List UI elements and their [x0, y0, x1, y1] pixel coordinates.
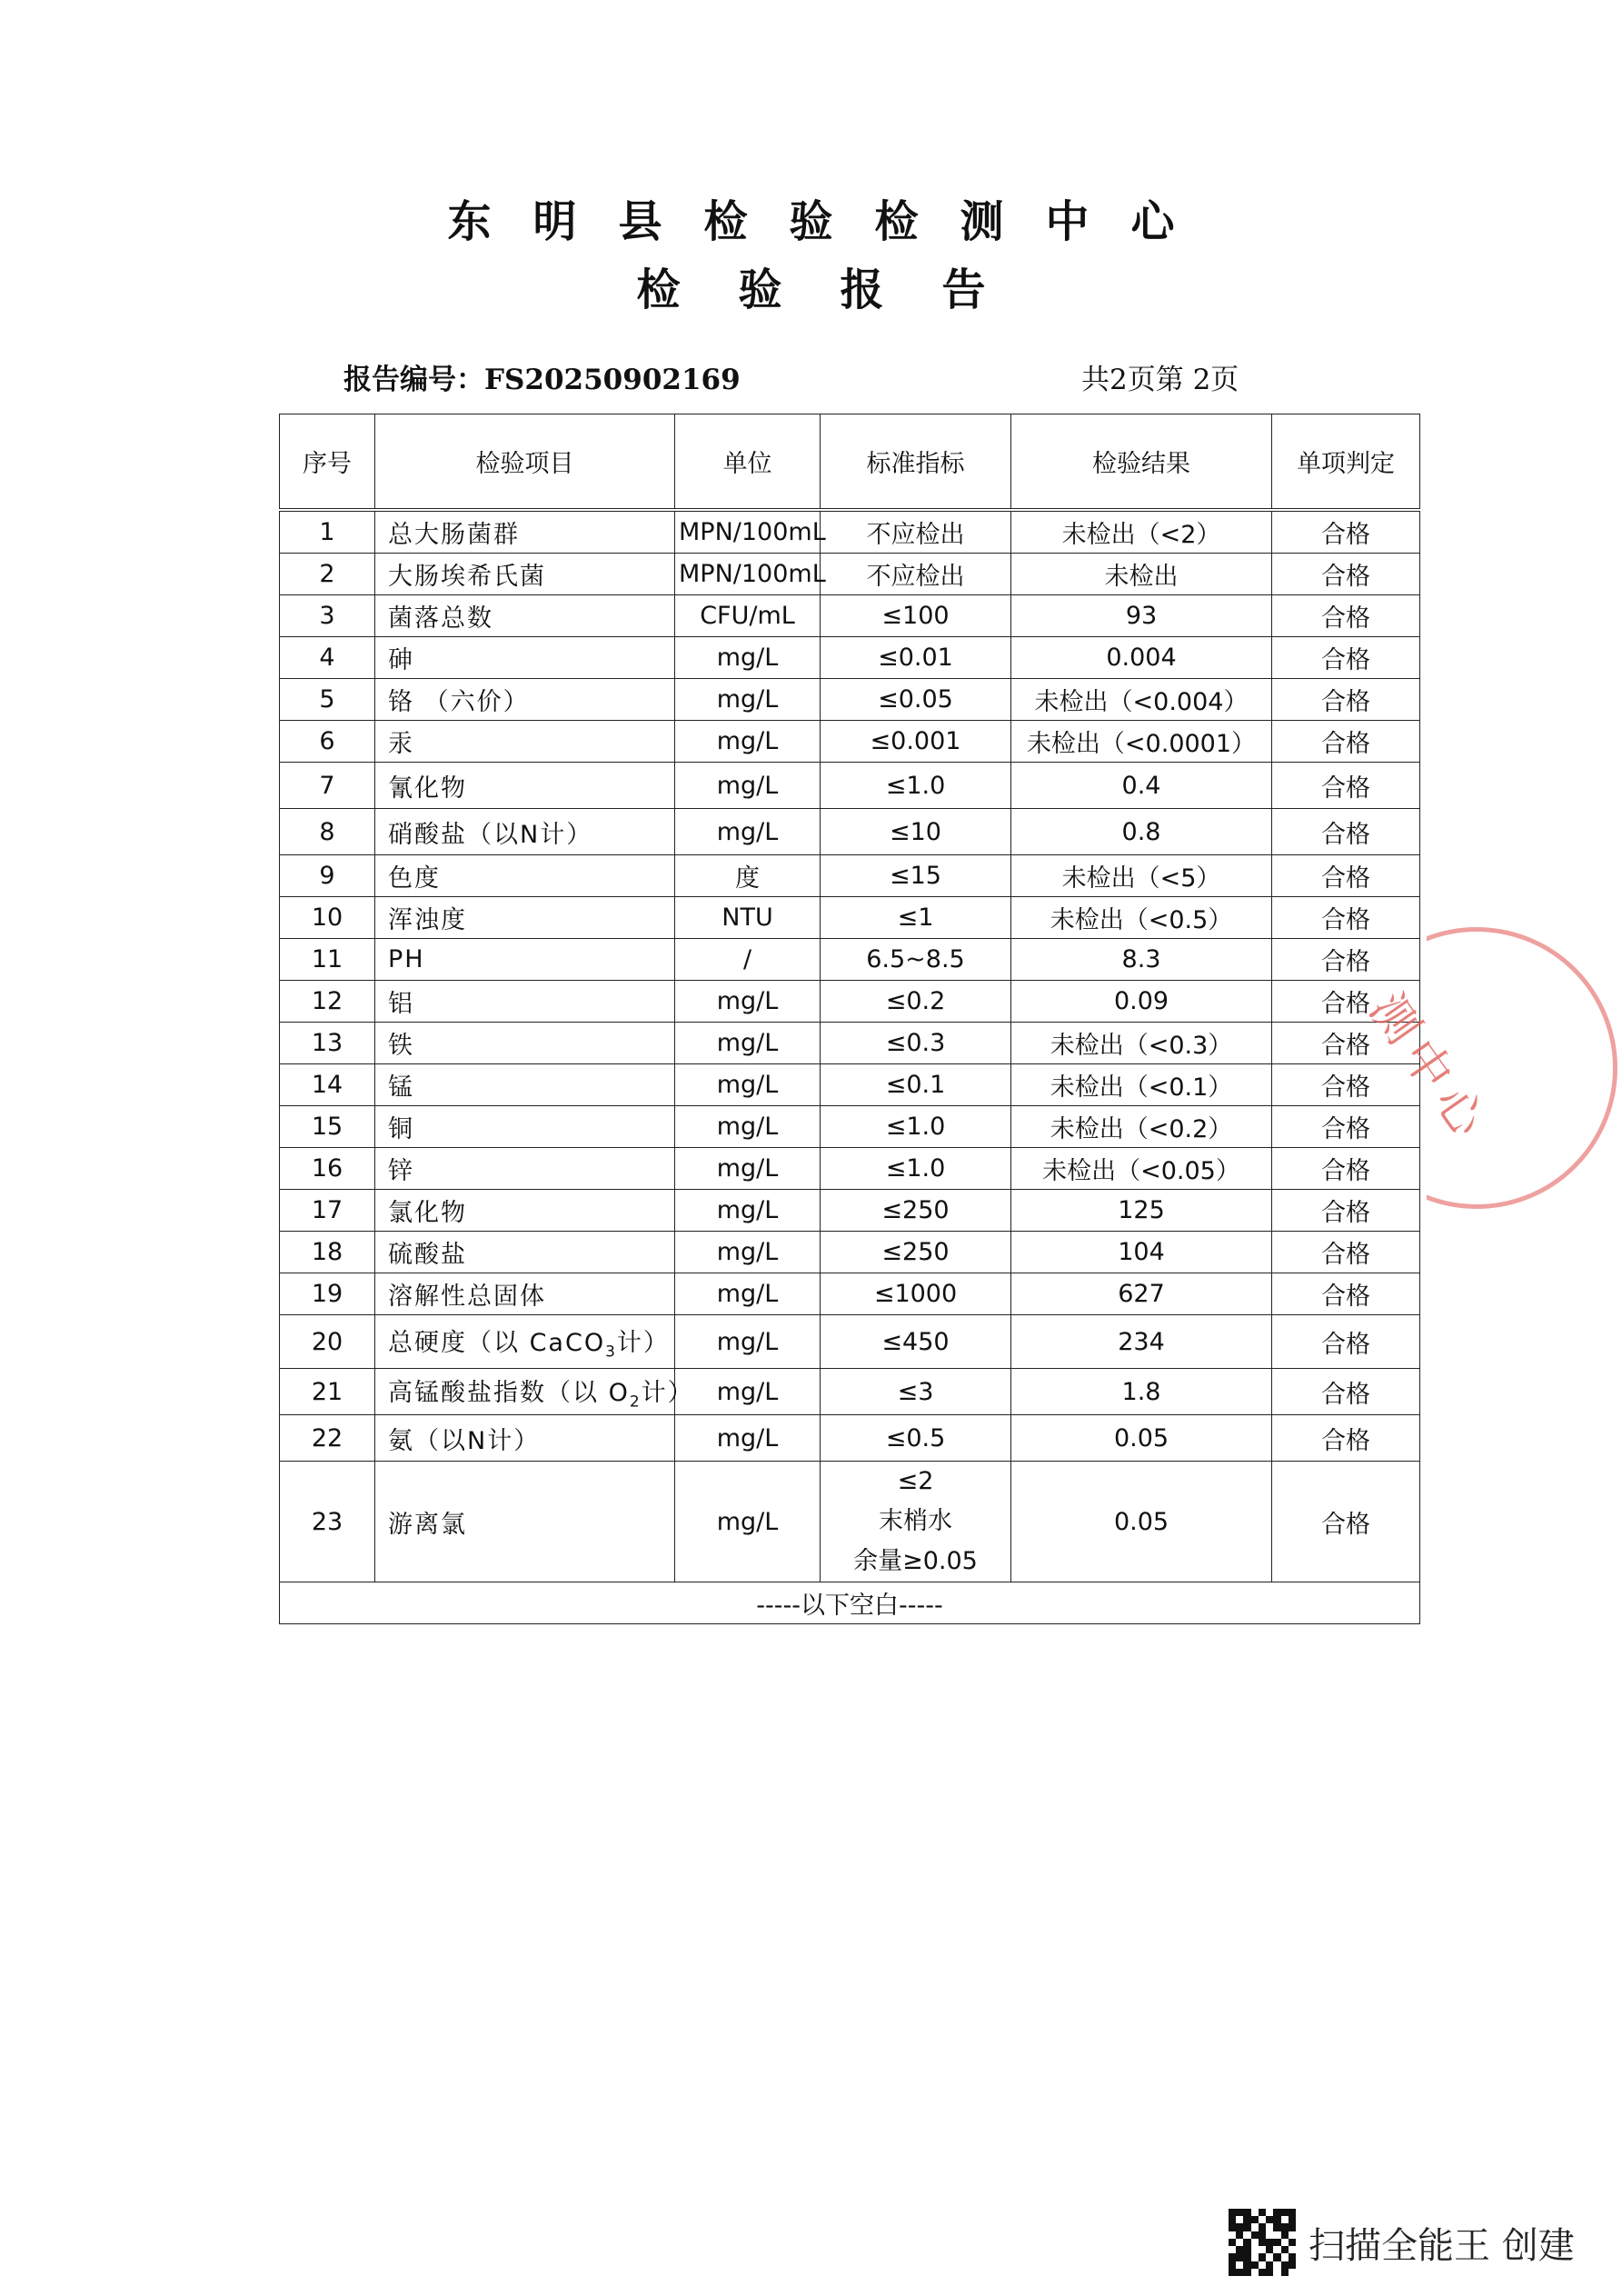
judgment: 合格	[1272, 595, 1420, 637]
standard-value: ≤0.3	[821, 1023, 1011, 1064]
unit: mg/L	[675, 637, 821, 679]
row-number: 14	[280, 1064, 375, 1106]
judgment: 合格	[1272, 1023, 1420, 1064]
item-name	[375, 1315, 675, 1369]
standard-value: ≤0.05	[821, 679, 1011, 721]
judgment: 合格	[1272, 809, 1420, 855]
row-number: 18	[280, 1232, 375, 1273]
row-number: 19	[280, 1273, 375, 1315]
table-footer-row	[280, 1582, 1420, 1624]
standard-value: ≤1.0	[821, 1106, 1011, 1148]
result-value: 234	[1011, 1315, 1272, 1369]
table-row	[280, 554, 1420, 595]
result-value: 0.05	[1011, 1462, 1272, 1582]
judgment: 合格	[1272, 1148, 1420, 1190]
table-row	[280, 809, 1420, 855]
unit: mg/L	[675, 1415, 821, 1462]
qr-code-icon	[1229, 2209, 1296, 2276]
table-row	[280, 1273, 1420, 1315]
judgment: 合格	[1272, 637, 1420, 679]
result-value: 未检出（<0.3）	[1011, 1023, 1272, 1064]
item-name	[375, 1369, 694, 1415]
standard-value: ≤0.01	[821, 637, 1011, 679]
footer-brand-text: 扫描全能王 创建	[1309, 2224, 1575, 2267]
judgment: 合格	[1272, 1315, 1420, 1369]
table-row	[280, 1462, 1420, 1582]
row-number: 5	[280, 679, 375, 721]
row-number: 7	[280, 763, 375, 809]
standard-line: 末梢水	[879, 1507, 952, 1535]
judgment: 合格	[1272, 721, 1420, 763]
table-row	[280, 721, 1420, 763]
result-value: 0.8	[1011, 809, 1272, 855]
judgment: 合格	[1272, 1190, 1420, 1232]
item-name-prefix: 高锰酸盐指数（以 O	[388, 1378, 630, 1407]
item-name: 游离氯	[375, 1462, 675, 1582]
standard-line: ≤2	[897, 1467, 934, 1495]
table-row	[280, 510, 1420, 554]
standard-value	[821, 1462, 1011, 1582]
judgment: 合格	[1272, 554, 1420, 595]
seal-text: 测中心	[1358, 983, 1501, 1154]
standard-line: 余量≥0.05	[853, 1547, 978, 1575]
standard-value: ≤3	[821, 1369, 1011, 1415]
row-number: 10	[280, 897, 375, 939]
row-number: 2	[280, 554, 375, 595]
item-name: 铝	[375, 981, 675, 1023]
standard-value: ≤450	[821, 1315, 1011, 1369]
table-row	[280, 1148, 1420, 1190]
judgment: 合格	[1272, 1273, 1420, 1315]
judgment: 合格	[1272, 1064, 1420, 1106]
judgment: 合格	[1272, 510, 1420, 554]
row-number: 8	[280, 809, 375, 855]
unit: mg/L	[675, 1232, 821, 1273]
standard-value: ≤0.5	[821, 1415, 1011, 1462]
result-value: 未检出（<0.5）	[1011, 897, 1272, 939]
report-title: 检验报告	[636, 265, 1044, 315]
judgment: 合格	[1272, 939, 1420, 981]
standard-value: ≤1	[821, 897, 1011, 939]
col-header-no: 序号	[280, 414, 375, 511]
row-number: 6	[280, 721, 375, 763]
unit: mg/L	[675, 721, 821, 763]
unit: mg/L	[675, 1190, 821, 1232]
standard-value: 不应检出	[821, 510, 1011, 554]
row-number: 9	[280, 855, 375, 897]
col-header-judgment: 单项判定	[1272, 414, 1420, 511]
judgment: 合格	[1272, 1415, 1420, 1462]
standard-value: ≤0.2	[821, 981, 1011, 1023]
unit: mg/L	[675, 763, 821, 809]
standard-value: ≤0.001	[821, 721, 1011, 763]
result-value: 1.8	[1011, 1369, 1272, 1415]
result-value: 未检出（<5）	[1011, 855, 1272, 897]
result-value: 未检出（<0.004）	[1011, 679, 1272, 721]
unit: NTU	[675, 897, 821, 939]
table-row	[280, 595, 1420, 637]
item-name: 砷	[375, 637, 675, 679]
camscanner-watermark	[1229, 2209, 1575, 2276]
table-body	[280, 510, 1420, 1582]
table-row	[280, 637, 1420, 679]
judgment: 合格	[1272, 763, 1420, 809]
unit: mg/L	[675, 1148, 821, 1190]
item-name-prefix: 总硬度（以 CaCO	[388, 1328, 606, 1357]
result-value: 93	[1011, 595, 1272, 637]
result-value: 未检出（<0.1）	[1011, 1064, 1272, 1106]
item-name: 大肠埃希氏菌	[375, 554, 675, 595]
table-row	[280, 1064, 1420, 1106]
judgment: 合格	[1272, 1462, 1420, 1582]
row-number: 13	[280, 1023, 375, 1064]
judgment: 合格	[1272, 679, 1420, 721]
item-name: 汞	[375, 721, 675, 763]
table-row	[280, 897, 1420, 939]
unit: mg/L	[675, 1369, 821, 1415]
standard-value: ≤15	[821, 855, 1011, 897]
report-number: 报告编号：FS20250902169	[343, 364, 741, 396]
table-row	[280, 1023, 1420, 1064]
inspection-table	[279, 414, 1420, 1624]
row-number: 23	[280, 1462, 375, 1582]
unit: mg/L	[675, 981, 821, 1023]
standard-value: 不应检出	[821, 554, 1011, 595]
unit: 度	[675, 855, 821, 897]
result-value: 未检出（<0.2）	[1011, 1106, 1272, 1148]
table-row	[280, 939, 1420, 981]
col-header-result: 检验结果	[1011, 414, 1272, 511]
row-number: 16	[280, 1148, 375, 1190]
result-value: 627	[1011, 1273, 1272, 1315]
unit: CFU/mL	[675, 595, 821, 637]
table-row	[280, 1190, 1420, 1232]
row-number: 11	[280, 939, 375, 981]
item-name: 锌	[375, 1148, 675, 1190]
col-header-unit: 单位	[675, 414, 821, 511]
item-name: 菌落总数	[375, 595, 675, 637]
unit: mg/L	[675, 679, 821, 721]
item-name: PH	[375, 939, 675, 981]
item-name: 铁	[375, 1023, 675, 1064]
standard-value: ≤1.0	[821, 763, 1011, 809]
unit: mg/L	[675, 1064, 821, 1106]
standard-value: ≤1.0	[821, 1148, 1011, 1190]
row-number: 20	[280, 1315, 375, 1369]
unit: mg/L	[675, 1106, 821, 1148]
row-number: 15	[280, 1106, 375, 1148]
result-value: 0.4	[1011, 763, 1272, 809]
row-number: 3	[280, 595, 375, 637]
item-name: 总大肠菌群	[375, 510, 675, 554]
result-value: 8.3	[1011, 939, 1272, 981]
item-name-suffix: 计）	[641, 1378, 694, 1407]
item-name-suffix: 计）	[616, 1328, 670, 1357]
judgment: 合格	[1272, 1369, 1420, 1415]
item-name: 硫酸盐	[375, 1232, 675, 1273]
unit: /	[675, 939, 821, 981]
judgment: 合格	[1272, 855, 1420, 897]
blank-below-note: -----以下空白-----	[280, 1582, 1420, 1624]
item-name: 浑浊度	[375, 897, 675, 939]
table-row	[280, 855, 1420, 897]
item-name: 色度	[375, 855, 675, 897]
col-header-standard: 标准指标	[821, 414, 1011, 511]
row-number: 4	[280, 637, 375, 679]
result-value: 未检出（<0.0001）	[1011, 721, 1272, 763]
item-name: 硝酸盐（以N计）	[375, 809, 675, 855]
table-row	[280, 981, 1420, 1023]
table-row	[280, 1369, 1420, 1415]
item-name: 溶解性总固体	[375, 1273, 675, 1315]
table-header-row	[280, 414, 1420, 511]
item-name: 锰	[375, 1064, 675, 1106]
col-header-item: 检验项目	[375, 414, 675, 511]
table-row	[280, 1106, 1420, 1148]
unit: mg/L	[675, 1315, 821, 1369]
standard-value: ≤1000	[821, 1273, 1011, 1315]
standard-value: 6.5~8.5	[821, 939, 1011, 981]
row-number: 22	[280, 1415, 375, 1462]
item-name: 氨（以N计）	[375, 1415, 675, 1462]
judgment: 合格	[1272, 1106, 1420, 1148]
standard-value: ≤100	[821, 595, 1011, 637]
page-info: 共2页第 2页	[1081, 364, 1239, 396]
result-value: 未检出（<2）	[1011, 510, 1272, 554]
item-name-subscript: 2	[629, 1393, 642, 1412]
result-value: 未检出（<0.05）	[1011, 1148, 1272, 1190]
unit: MPN/100mL	[675, 554, 821, 595]
table-row	[280, 763, 1420, 809]
item-name: 氯化物	[375, 1190, 675, 1232]
unit: MPN/100mL	[675, 510, 821, 554]
table-row	[280, 1232, 1420, 1273]
item-name-subscript: 3	[605, 1343, 617, 1362]
unit: mg/L	[675, 809, 821, 855]
result-value: 0.09	[1011, 981, 1272, 1023]
row-number: 1	[280, 510, 375, 554]
result-value: 未检出	[1011, 554, 1272, 595]
result-value: 0.05	[1011, 1415, 1272, 1462]
standard-value: ≤250	[821, 1190, 1011, 1232]
result-value: 104	[1011, 1232, 1272, 1273]
standard-value: ≤10	[821, 809, 1011, 855]
row-number: 17	[280, 1190, 375, 1232]
row-number: 12	[280, 981, 375, 1023]
judgment: 合格	[1272, 1232, 1420, 1273]
unit: mg/L	[675, 1023, 821, 1064]
item-name: 氰化物	[375, 763, 675, 809]
table-row	[280, 1415, 1420, 1462]
judgment: 合格	[1272, 981, 1420, 1023]
item-name: 铬 （六价）	[375, 679, 675, 721]
table-row	[280, 679, 1420, 721]
unit: mg/L	[675, 1273, 821, 1315]
judgment: 合格	[1272, 897, 1420, 939]
row-number: 21	[280, 1369, 375, 1415]
org-title: 东明县检验检测中心	[447, 196, 1217, 247]
standard-value: ≤250	[821, 1232, 1011, 1273]
unit: mg/L	[675, 1462, 821, 1582]
table-row	[280, 1315, 1420, 1369]
standard-value: ≤0.1	[821, 1064, 1011, 1106]
item-name: 铜	[375, 1106, 675, 1148]
result-value: 125	[1011, 1190, 1272, 1232]
result-value: 0.004	[1011, 637, 1272, 679]
